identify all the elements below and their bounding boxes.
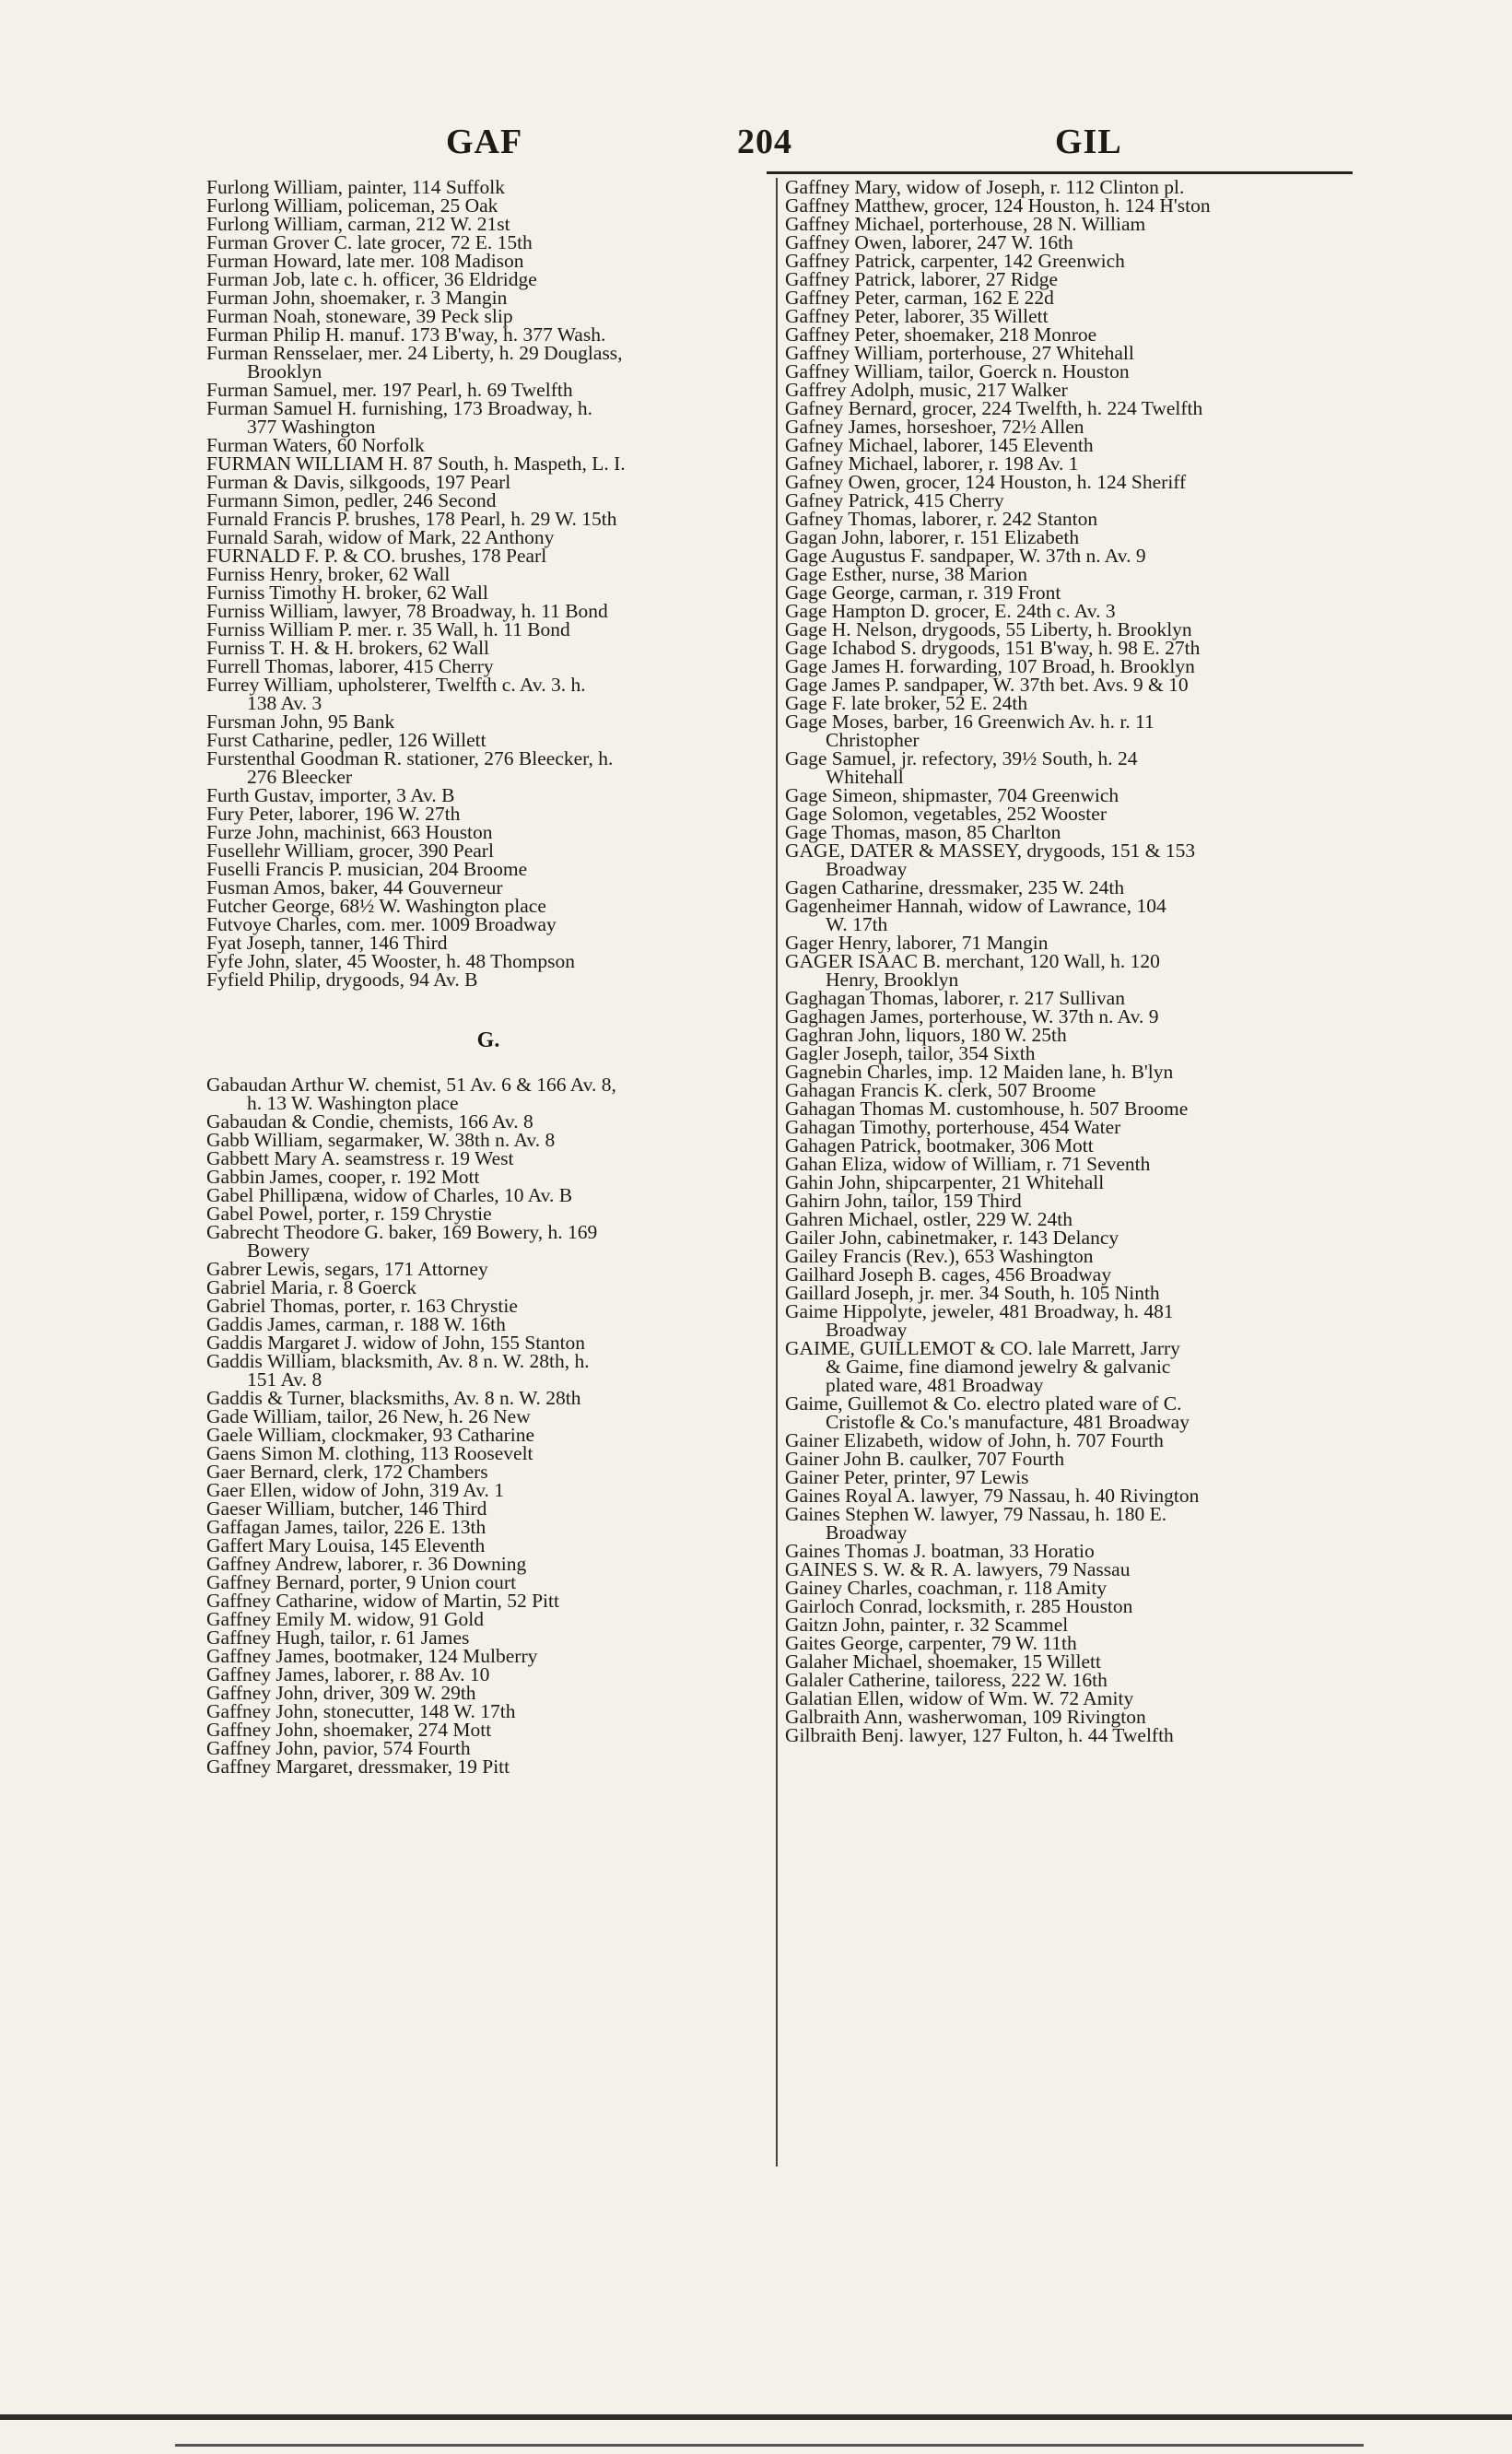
directory-entry-continuation: Whitehall	[826, 766, 904, 788]
header-rule	[767, 171, 1353, 174]
directory-entry: Gaffney Mary, widow of Joseph, r. 112 Clinton pl.	[785, 176, 1185, 198]
directory-entry: Gaffney Margaret, dressmaker, 19 Pitt	[206, 1755, 510, 1778]
directory-entry: Furniss Henry, broker, 62 Wall	[206, 563, 451, 585]
directory-entry: Gabaudan Arthur W. chemist, 51 Av. 6 & 166 Av. 8,	[206, 1074, 616, 1096]
directory-entry: Gaffney Hugh, tailor, r. 61 James	[206, 1626, 470, 1649]
directory-entry: Gage Solomon, vegetables, 252 Wooster	[785, 803, 1107, 825]
directory-entry: Gaddis & Turner, blacksmiths, Av. 8 n. W. 28th	[206, 1387, 581, 1409]
directory-entry: Gahin John, shipcarpenter, 21 Whitehall	[785, 1171, 1105, 1193]
directory-entry: Gage George, carman, r. 319 Front	[785, 581, 1061, 604]
directory-entry: Gailhard Joseph B. cages, 456 Broadway	[785, 1263, 1112, 1286]
directory-entry: Furman Grover C. late grocer, 72 E. 15th	[206, 231, 533, 253]
directory-entry: Gage Esther, nurse, 38 Marion	[785, 563, 1028, 585]
directory-entry: Gaffney Michael, porterhouse, 28 N. William	[785, 213, 1146, 235]
directory-entry: Furnald Francis P. brushes, 178 Pearl, h. 29 W. 15th	[206, 508, 617, 530]
directory-entry: Gabriel Thomas, porter, r. 163 Chrystie	[206, 1295, 518, 1317]
directory-entry: Gaines Stephen W. lawyer, 79 Nassau, h. 180 E.	[785, 1503, 1167, 1525]
directory-entry: Gahan Eliza, widow of William, r. 71 Seventh	[785, 1153, 1151, 1175]
directory-entry: Gage James P. sandpaper, W. 37th bet. Avs. 9 & 10	[785, 674, 1189, 696]
directory-entry: Gafney James, horseshoer, 72½ Allen	[785, 416, 1084, 438]
directory-entry-continuation: Broadway	[826, 1319, 908, 1341]
directory-entry: FURNALD F. P. & CO. brushes, 178 Pearl	[206, 545, 547, 567]
directory-entry: Gabb William, segarmaker, W. 38th n. Av. 8	[206, 1129, 556, 1151]
directory-entry: Furman Rensselaer, mer. 24 Liberty, h. 29 Douglass,	[206, 342, 623, 364]
directory-entry: Gager Henry, laborer, 71 Mangin	[785, 932, 1049, 954]
directory-entry: Gahirn John, tailor, 159 Third	[785, 1190, 1022, 1212]
directory-entry: Gaffney James, bootmaker, 124 Mulberry	[206, 1645, 538, 1667]
directory-entry: Gafney Bernard, grocer, 224 Twelfth, h. 224 Twelfth	[785, 397, 1203, 419]
directory-entry: Gafney Owen, grocer, 124 Houston, h. 124 Sheriff	[785, 471, 1187, 493]
page-number: 204	[737, 123, 792, 161]
directory-entry: Gagen Catharine, dressmaker, 235 W. 24th	[785, 876, 1125, 898]
directory-entry: Gaeser William, butcher, 146 Third	[206, 1497, 487, 1520]
directory-entry: Gaime Hippolyte, jeweler, 481 Broadway, h. 481	[785, 1300, 1174, 1322]
directory-entry: Gaele William, clockmaker, 93 Catharine	[206, 1424, 535, 1446]
directory-entry: Gabel Phillipæna, widow of Charles, 10 Av. B	[206, 1184, 573, 1206]
directory-entry: Gaines Royal A. lawyer, 79 Nassau, h. 40 Rivington	[785, 1485, 1200, 1507]
directory-entry: Gahagan Thomas M. customhouse, h. 507 Broome	[785, 1098, 1189, 1120]
directory-entry: Gabel Powel, porter, r. 159 Chrystie	[206, 1203, 492, 1225]
directory-entry: Gage Thomas, mason, 85 Charlton	[785, 821, 1061, 843]
directory-entry-continuation: Broadway	[826, 1521, 908, 1544]
directory-entry: Gainey Charles, coachman, r. 118 Amity	[785, 1577, 1108, 1599]
directory-entry: Furniss William P. mer. r. 35 Wall, h. 11 Bond	[206, 618, 570, 640]
directory-entry: Gafney Thomas, laborer, r. 242 Stanton	[785, 508, 1098, 530]
directory-entry: Futcher George, 68½ W. Washington place	[206, 895, 546, 917]
directory-entry: Gaime, Guillemot & Co. electro plated ware of C.	[785, 1392, 1182, 1415]
directory-entry-continuation: 276 Bleecker	[247, 766, 353, 788]
directory-entry: Gabaudan & Condie, chemists, 166 Av. 8	[206, 1110, 533, 1133]
directory-entry: Galatian Ellen, widow of Wm. W. 72 Amity	[785, 1687, 1134, 1709]
directory-entry: Furman Howard, late mer. 108 Madison	[206, 250, 524, 272]
directory-entry-continuation: Henry, Brooklyn	[826, 969, 959, 991]
section-letter-heading: G.	[476, 1028, 500, 1052]
directory-entry: Gaens Simon M. clothing, 113 Roosevelt	[206, 1442, 533, 1464]
directory-entry: Gaffney Catharine, widow of Martin, 52 Pitt	[206, 1590, 559, 1612]
directory-entry: Futvoye Charles, com. mer. 1009 Broadway	[206, 913, 557, 935]
directory-entry-continuation: Broadway	[826, 858, 908, 880]
directory-entry: Gaitzn John, painter, r. 32 Scammel	[785, 1614, 1069, 1636]
directory-entry: Gage Moses, barber, 16 Greenwich Av. h. r. 11	[785, 710, 1155, 733]
directory-entry: Gaffney Bernard, porter, 9 Union court	[206, 1571, 517, 1593]
directory-entry: Gaddis Margaret J. widow of John, 155 Stanton	[206, 1332, 586, 1354]
directory-entry: Furlong William, carman, 212 W. 21st	[206, 213, 510, 235]
directory-entry: Gaffney James, laborer, r. 88 Av. 10	[206, 1663, 490, 1685]
directory-entry-continuation: 138 Av. 3	[247, 692, 322, 714]
directory-entry: Gaghagan Thomas, laborer, r. 217 Sullivan	[785, 987, 1125, 1009]
directory-entry: Gaghagen James, porterhouse, W. 37th n. Av. 9	[785, 1005, 1159, 1027]
directory-entry: GAGE, DATER & MASSEY, drygoods, 151 & 153	[785, 840, 1196, 862]
directory-entry: Gaffney Patrick, laborer, 27 Ridge	[785, 268, 1059, 290]
directory-entry: Gage Ichabod S. drygoods, 151 B'way, h. 98 E. 27th	[785, 637, 1201, 659]
directory-entry: Gabriel Maria, r. 8 Goerck	[206, 1276, 417, 1298]
header-right-guideword: GIL	[1055, 123, 1122, 161]
directory-entry: Gaffney John, driver, 309 W. 29th	[206, 1682, 476, 1704]
directory-entry: Furrell Thomas, laborer, 415 Cherry	[206, 655, 494, 677]
page-header	[212, 122, 1345, 173]
directory-entry: Gabbett Mary A. seamstress r. 19 West	[206, 1147, 514, 1169]
directory-entry: Gaffney Andrew, laborer, r. 36 Downing	[206, 1553, 527, 1575]
directory-entry: Gagan John, laborer, r. 151 Elizabeth	[785, 526, 1080, 548]
directory-entry: Furrey William, upholsterer, Twelfth c. Av. 3. h.	[206, 674, 586, 696]
directory-entry: Gainer Elizabeth, widow of John, h. 707 Fourth	[785, 1429, 1164, 1451]
directory-entry: Furman Philip H. manuf. 173 B'way, h. 377 Wash.	[206, 323, 606, 346]
directory-entry: Gahagan Timothy, porterhouse, 454 Water	[785, 1116, 1121, 1138]
directory-entry: Gage Simeon, shipmaster, 704 Greenwich	[785, 784, 1119, 806]
directory-entry: Gaffney William, tailor, Goerck n. Houston	[785, 360, 1130, 382]
directory-entry: Gailer John, cabinetmaker, r. 143 Delancy	[785, 1227, 1119, 1249]
directory-entry: GAIME, GUILLEMOT & CO. lale Marrett, Jarry	[785, 1337, 1180, 1359]
directory-entry: Furlong William, policeman, 25 Oak	[206, 194, 498, 217]
directory-entry: Furman Samuel, mer. 197 Pearl, h. 69 Twelfth	[206, 379, 573, 401]
directory-entry: Fyfe John, slater, 45 Wooster, h. 48 Thompson	[206, 950, 576, 972]
directory-entry: Furman Samuel H. furnishing, 173 Broadway, h.	[206, 397, 592, 419]
directory-entry: GAINES S. W. & R. A. lawyers, 79 Nassau	[785, 1558, 1131, 1580]
directory-entry: Gafney Michael, laborer, 145 Eleventh	[785, 434, 1094, 456]
directory-entry: Furman John, shoemaker, r. 3 Mangin	[206, 287, 508, 309]
directory-entry: Gaillard Joseph, jr. mer. 34 South, h. 105 Ninth	[785, 1282, 1160, 1304]
column-divider	[776, 178, 778, 2166]
directory-entry: Furniss Timothy H. broker, 62 Wall	[206, 581, 488, 604]
right-column	[785, 178, 1353, 1744]
directory-entry: Gaer Ellen, widow of John, 319 Av. 1	[206, 1479, 505, 1501]
directory-entry: Furstenthal Goodman R. stationer, 276 Bleecker, h.	[206, 747, 614, 769]
directory-entry: Gaffney Owen, laborer, 247 W. 16th	[785, 231, 1073, 253]
directory-entry: Furniss T. H. & H. brokers, 62 Wall	[206, 637, 490, 659]
directory-entry: Gage Samuel, jr. refectory, 39½ South, h. 24	[785, 747, 1138, 769]
directory-entry: Gaffert Mary Louisa, 145 Eleventh	[206, 1534, 486, 1556]
directory-entry: Gade William, tailor, 26 New, h. 26 New	[206, 1405, 531, 1427]
directory-entry: Furlong William, painter, 114 Suffolk	[206, 176, 505, 198]
bottom-edge-bar	[0, 2414, 1512, 2420]
directory-entry: Gaites George, carpenter, 79 W. 11th	[785, 1632, 1077, 1654]
directory-entry: FURMAN WILLIAM H. 87 South, h. Maspeth, L. I.	[206, 452, 626, 475]
directory-entry: Furman Waters, 60 Norfolk	[206, 434, 425, 456]
directory-entry: Fuselli Francis P. musician, 204 Broome	[206, 858, 528, 880]
directory-entry: Gaffney John, pavior, 574 Fourth	[206, 1737, 471, 1759]
directory-entry: Gabbin James, cooper, r. 192 Mott	[206, 1166, 480, 1188]
directory-entry: Furman Job, late c. h. officer, 36 Eldridge	[206, 268, 537, 290]
directory-entry-continuation: h. 13 W. Washington place	[247, 1092, 459, 1114]
directory-entry: Galaher Michael, shoemaker, 15 Willett	[785, 1650, 1101, 1673]
directory-entry: Gagler Joseph, tailor, 354 Sixth	[785, 1042, 1036, 1064]
directory-entry: Gafney Patrick, 415 Cherry	[785, 489, 1004, 511]
directory-entry: Gagnebin Charles, imp. 12 Maiden lane, h. B'lyn	[785, 1061, 1174, 1083]
directory-entry: Gaffagan James, tailor, 226 E. 13th	[206, 1516, 486, 1538]
directory-entry-continuation: Brooklyn	[247, 360, 322, 382]
directory-entry: Fusellehr William, grocer, 390 Pearl	[206, 840, 494, 862]
directory-entry: Gabrecht Theodore G. baker, 169 Bowery, h. 169	[206, 1221, 598, 1243]
directory-entry: Gabrer Lewis, segars, 171 Attorney	[206, 1258, 488, 1280]
directory-entry: Gage James H. forwarding, 107 Broad, h. Brooklyn	[785, 655, 1195, 677]
directory-entry-continuation: & Gaime, fine diamond jewelry & galvanic	[826, 1356, 1171, 1378]
directory-entry: Gaffney William, porterhouse, 27 Whitehall	[785, 342, 1134, 364]
directory-entry: Fury Peter, laborer, 196 W. 27th	[206, 803, 461, 825]
directory-entry: Gaines Thomas J. boatman, 33 Horatio	[785, 1540, 1095, 1562]
directory-entry: Gailey Francis (Rev.), 653 Washington	[785, 1245, 1094, 1267]
directory-entry: Fursman John, 95 Bank	[206, 710, 395, 733]
directory-entry: Gaffney Emily M. widow, 91 Gold	[206, 1608, 484, 1630]
directory-entry-continuation: plated ware, 481 Broadway	[826, 1374, 1044, 1396]
directory-entry: Furnald Sarah, widow of Mark, 22 Anthony	[206, 526, 555, 548]
directory-entry: Gahagan Francis K. clerk, 507 Broome	[785, 1079, 1096, 1101]
directory-entry: Gage F. late broker, 52 E. 24th	[785, 692, 1028, 714]
directory-entry: Gaffney Matthew, grocer, 124 Houston, h. 124 H'ston	[785, 194, 1211, 217]
directory-entry: Gage H. Nelson, drygoods, 55 Liberty, h. Brooklyn	[785, 618, 1192, 640]
directory-entry: Gaffney Peter, carman, 162 E 22d	[785, 287, 1054, 309]
directory-entry: Gage Augustus F. sandpaper, W. 37th n. Av. 9	[785, 545, 1146, 567]
directory-entry: Fyfield Philip, drygoods, 94 Av. B	[206, 969, 478, 991]
header-left-guideword: GAF	[446, 123, 523, 161]
directory-entry: Furniss William, lawyer, 78 Broadway, h. 11 Bond	[206, 600, 608, 622]
directory-entry: Gaffney Patrick, carpenter, 142 Greenwich	[785, 250, 1125, 272]
directory-entry: Furst Catharine, pedler, 126 Willett	[206, 729, 486, 751]
directory-entry: GAGER ISAAC B. merchant, 120 Wall, h. 120	[785, 950, 1160, 972]
directory-entry: Gagenheimer Hannah, widow of Lawrance, 104	[785, 895, 1166, 917]
directory-entry: Gaffney John, stonecutter, 148 W. 17th	[206, 1700, 516, 1722]
directory-entry-continuation: Bowery	[247, 1239, 311, 1262]
directory-entry: Gaffrey Adolph, music, 217 Walker	[785, 379, 1068, 401]
directory-entry: Gairloch Conrad, locksmith, r. 285 Houston	[785, 1595, 1133, 1617]
directory-entry-continuation: W. 17th	[826, 913, 888, 935]
directory-entry: Fusman Amos, baker, 44 Gouverneur	[206, 876, 503, 898]
directory-entry: Furman & Davis, silkgoods, 197 Pearl	[206, 471, 511, 493]
directory-entry: Galbraith Ann, washerwoman, 109 Rivington	[785, 1706, 1146, 1728]
directory-entry: Gainer John B. caulker, 707 Fourth	[785, 1448, 1065, 1470]
directory-entry: Furmann Simon, pedler, 246 Second	[206, 489, 497, 511]
directory-entry: Gaddis William, blacksmith, Av. 8 n. W. 28th, h.	[206, 1350, 590, 1372]
directory-entry: Gainer Peter, printer, 97 Lewis	[785, 1466, 1029, 1488]
directory-entry: Gaffney Peter, laborer, 35 Willett	[785, 305, 1049, 327]
left-column	[206, 178, 770, 1776]
directory-entry: Gahren Michael, ostler, 229 W. 24th	[785, 1208, 1073, 1230]
directory-entry-continuation: 377 Washington	[247, 416, 376, 438]
directory-entry: Gaghran John, liquors, 180 W. 25th	[785, 1024, 1067, 1046]
directory-entry: Gaer Bernard, clerk, 172 Chambers	[206, 1461, 488, 1483]
directory-entry: Gaddis James, carman, r. 188 W. 16th	[206, 1313, 506, 1335]
directory-entry: Gilbraith Benj. lawyer, 127 Fulton, h. 44 Twelfth	[785, 1724, 1174, 1746]
directory-entry: Furth Gustav, importer, 3 Av. B	[206, 784, 455, 806]
directory-entry: Furze John, machinist, 663 Houston	[206, 821, 493, 843]
bottom-edge-line	[175, 2444, 1364, 2447]
directory-entry-continuation: Cristofle & Co.'s manufacture, 481 Broadway	[826, 1411, 1190, 1433]
directory-entry-continuation: Christopher	[826, 729, 920, 751]
directory-entry: Gahagen Patrick, bootmaker, 306 Mott	[785, 1134, 1094, 1157]
directory-entry: Gaffney John, shoemaker, 274 Mott	[206, 1719, 492, 1741]
directory-entry: Fyat Joseph, tanner, 146 Third	[206, 932, 448, 954]
directory-entry: Gage Hampton D. grocer, E. 24th c. Av. 3	[785, 600, 1116, 622]
directory-entry: Galaler Catherine, tailoress, 222 W. 16th	[785, 1669, 1108, 1691]
directory-entry: Furman Noah, stoneware, 39 Peck slip	[206, 305, 513, 327]
directory-entry: Gafney Michael, laborer, r. 198 Av. 1	[785, 452, 1079, 475]
directory-entry: Gaffney Peter, shoemaker, 218 Monroe	[785, 323, 1097, 346]
directory-entry-continuation: 151 Av. 8	[247, 1368, 322, 1391]
